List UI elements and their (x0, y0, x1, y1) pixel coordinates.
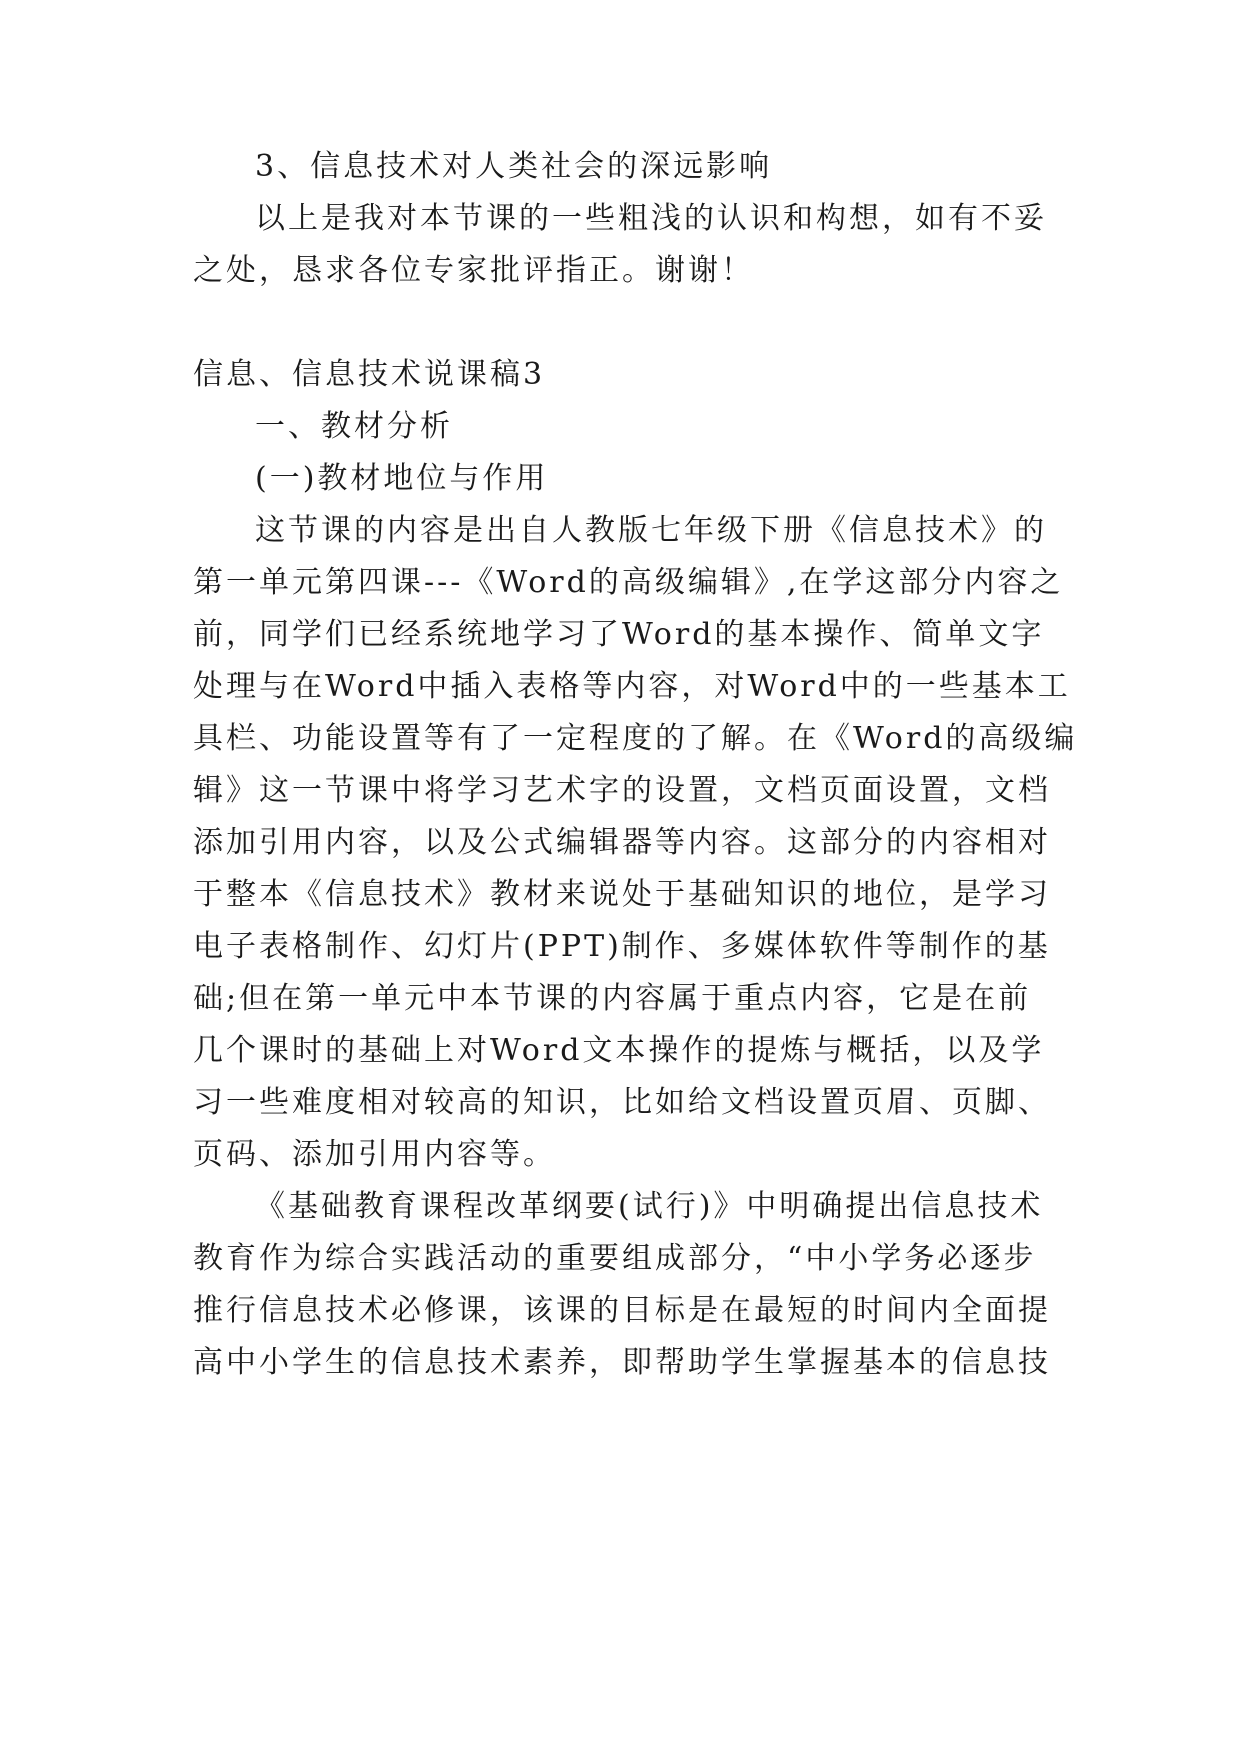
document-title: 信息、信息技术说课稿3 (193, 357, 546, 392)
paragraph-line: 于整本《信息技术》教材来说处于基础知识的地位，是学习 (193, 877, 1051, 912)
paragraph-line: 页码、添加引用内容等。 (193, 1137, 556, 1172)
paragraph-line: 教育作为综合实践活动的重要组成部分，“中小学务必逐步 (193, 1241, 1037, 1276)
closing-paragraph-line: 之处，恳求各位专家批评指正。谢谢！ (193, 253, 754, 288)
paragraph-line: 几个课时的基础上对Word文本操作的提炼与概括，以及学 (193, 1033, 1045, 1068)
paragraph-line: 辑》这一节课中将学习艺术字的设置，文档页面设置，文档 (193, 773, 1051, 808)
paragraph-line: 推行信息技术必修课，该课的目标是在最短的时间内全面提 (193, 1293, 1051, 1328)
subsection-heading: (一)教材地位与作用 (255, 461, 549, 496)
closing-paragraph-line: 以上是我对本节课的一些粗浅的认识和构想，如有不妥 (255, 201, 1047, 236)
paragraph-line: 习一些难度相对较高的知识，比如给文档设置页眉、页脚、 (193, 1085, 1051, 1120)
paragraph-line: 高中小学生的信息技术素养，即帮助学生掌握基本的信息技 (193, 1345, 1051, 1380)
paragraph-line: 处理与在Word中插入表格等内容，对Word中的一些基本工 (193, 669, 1071, 704)
paragraph-line: 添加引用内容，以及公式编辑器等内容。这部分的内容相对 (193, 825, 1051, 860)
paragraph-line: 这节课的内容是出自人教版七年级下册《信息技术》的 (255, 513, 1047, 548)
paragraph-line: 前，同学们已经系统地学习了Word的基本操作、简单文字 (193, 617, 1045, 652)
paragraph-line: 第一单元第四课---《Word的高级编辑》,在学这部分内容之 (193, 565, 1064, 600)
paragraph-line: 础;但在第一单元中本节课的内容属于重点内容，它是在前 (193, 981, 1032, 1016)
section-heading: 一、教材分析 (255, 409, 453, 444)
paragraph-line: 《基础教育课程改革纲要(试行)》中明确提出信息技术 (255, 1189, 1044, 1224)
paragraph-line: 具栏、功能设置等有了一定程度的了解。在《Word的高级编 (193, 721, 1078, 756)
list-item-3: 3、信息技术对人类社会的深远影响 (255, 149, 773, 184)
paragraph-line: 电子表格制作、幻灯片(PPT)制作、多媒体软件等制作的基 (193, 929, 1051, 964)
